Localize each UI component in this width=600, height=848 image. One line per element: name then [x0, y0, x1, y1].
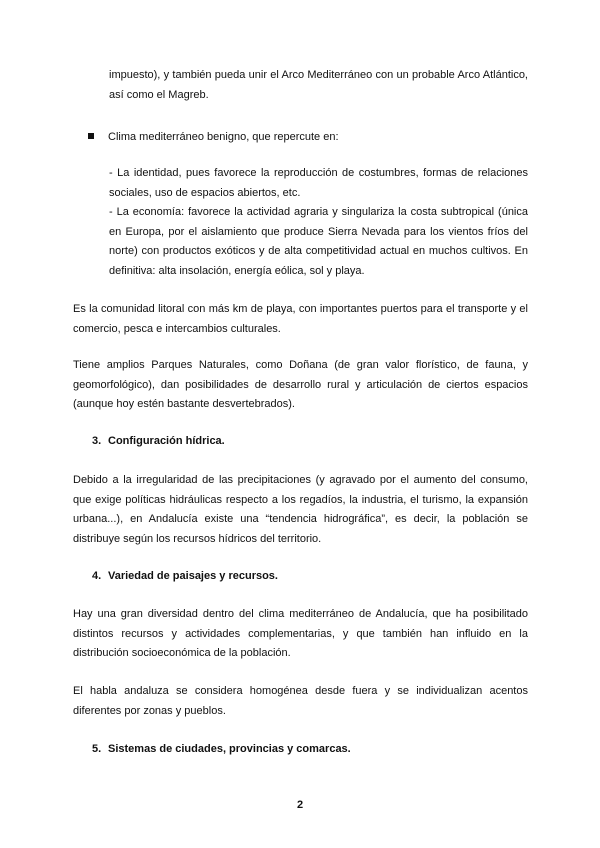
sub-item-economy: - La economía: favorece la actividad agraria y singulariza la costa subtropical (única en Europa, por el aislamiento que produce Sierra Nevada para los vientos fríos del norte) con productos exóticos y de alta competitividad actual en muchos cultivos. En definitiva: alta insolación, energía eólica, sol y playa.: [109, 206, 528, 277]
sub-item-identity: - La identidad, pues favorece la reproducción de costumbres, formas de relaciones sociales, uso de espacios abiertos, etc.: [109, 167, 528, 199]
bullet-text: Clima mediterráneo benigno, que repercute en:: [108, 131, 339, 143]
section-3-number: 3.: [92, 435, 102, 447]
bullet-item-climate: [88, 128, 339, 148]
section-3-body: Debido a la irregularidad de las precipitaciones (y agravado por el aumento del consumo, que exige políticas hidráulicas respecto a los regadíos, la industria, el turismo, la expansión urbana...), en Andalucía existe una “tendencia hidrográfica”, es decir, la población se distribuye según los recursos hídricos del territorio.: [73, 474, 528, 545]
section-4-body-2: El habla andaluza se considera homogénea desde fuera y se individualizan acentos diferentes por zonas y pueblos.: [73, 685, 528, 717]
section-4-body-1: Hay una gran diversidad dentro del clima mediterráneo de Andalucía, que ha posibilitado distintos recursos y actividades complementarias, y que también han influido en la distribución socioeconómica de la población.: [73, 608, 528, 659]
paragraph-coast: Es la comunidad litoral con más km de playa, con importantes puertos para el transporte y el comercio, pesca e intercambios culturales.: [73, 303, 528, 335]
section-3-title: Configuración hídrica.: [108, 435, 225, 447]
section-4-heading: [92, 567, 278, 587]
section-5-number: 5.: [92, 743, 102, 755]
continuation-paragraph: impuesto), y también pueda unir el Arco Mediterráneo con un probable Arco Atlántico, así como el Magreb.: [109, 69, 528, 101]
page-number: 2: [296, 799, 304, 811]
section-4-title: Variedad de paisajes y recursos.: [108, 570, 278, 582]
paragraph-parks: Tiene amplios Parques Naturales, como Doñana (de gran valor florístico, de fauna, y geomorfológico), dan posibilidades de desarrollo rural y articulación de ciertos espacios (aunque hoy estén bastante desvertebrados).: [73, 359, 528, 410]
square-bullet-icon: [88, 133, 94, 139]
section-5-heading: [92, 740, 351, 760]
section-3-heading: [92, 432, 225, 452]
section-4-number: 4.: [92, 570, 102, 582]
section-5-title: Sistemas de ciudades, provincias y comarcas.: [108, 743, 351, 755]
